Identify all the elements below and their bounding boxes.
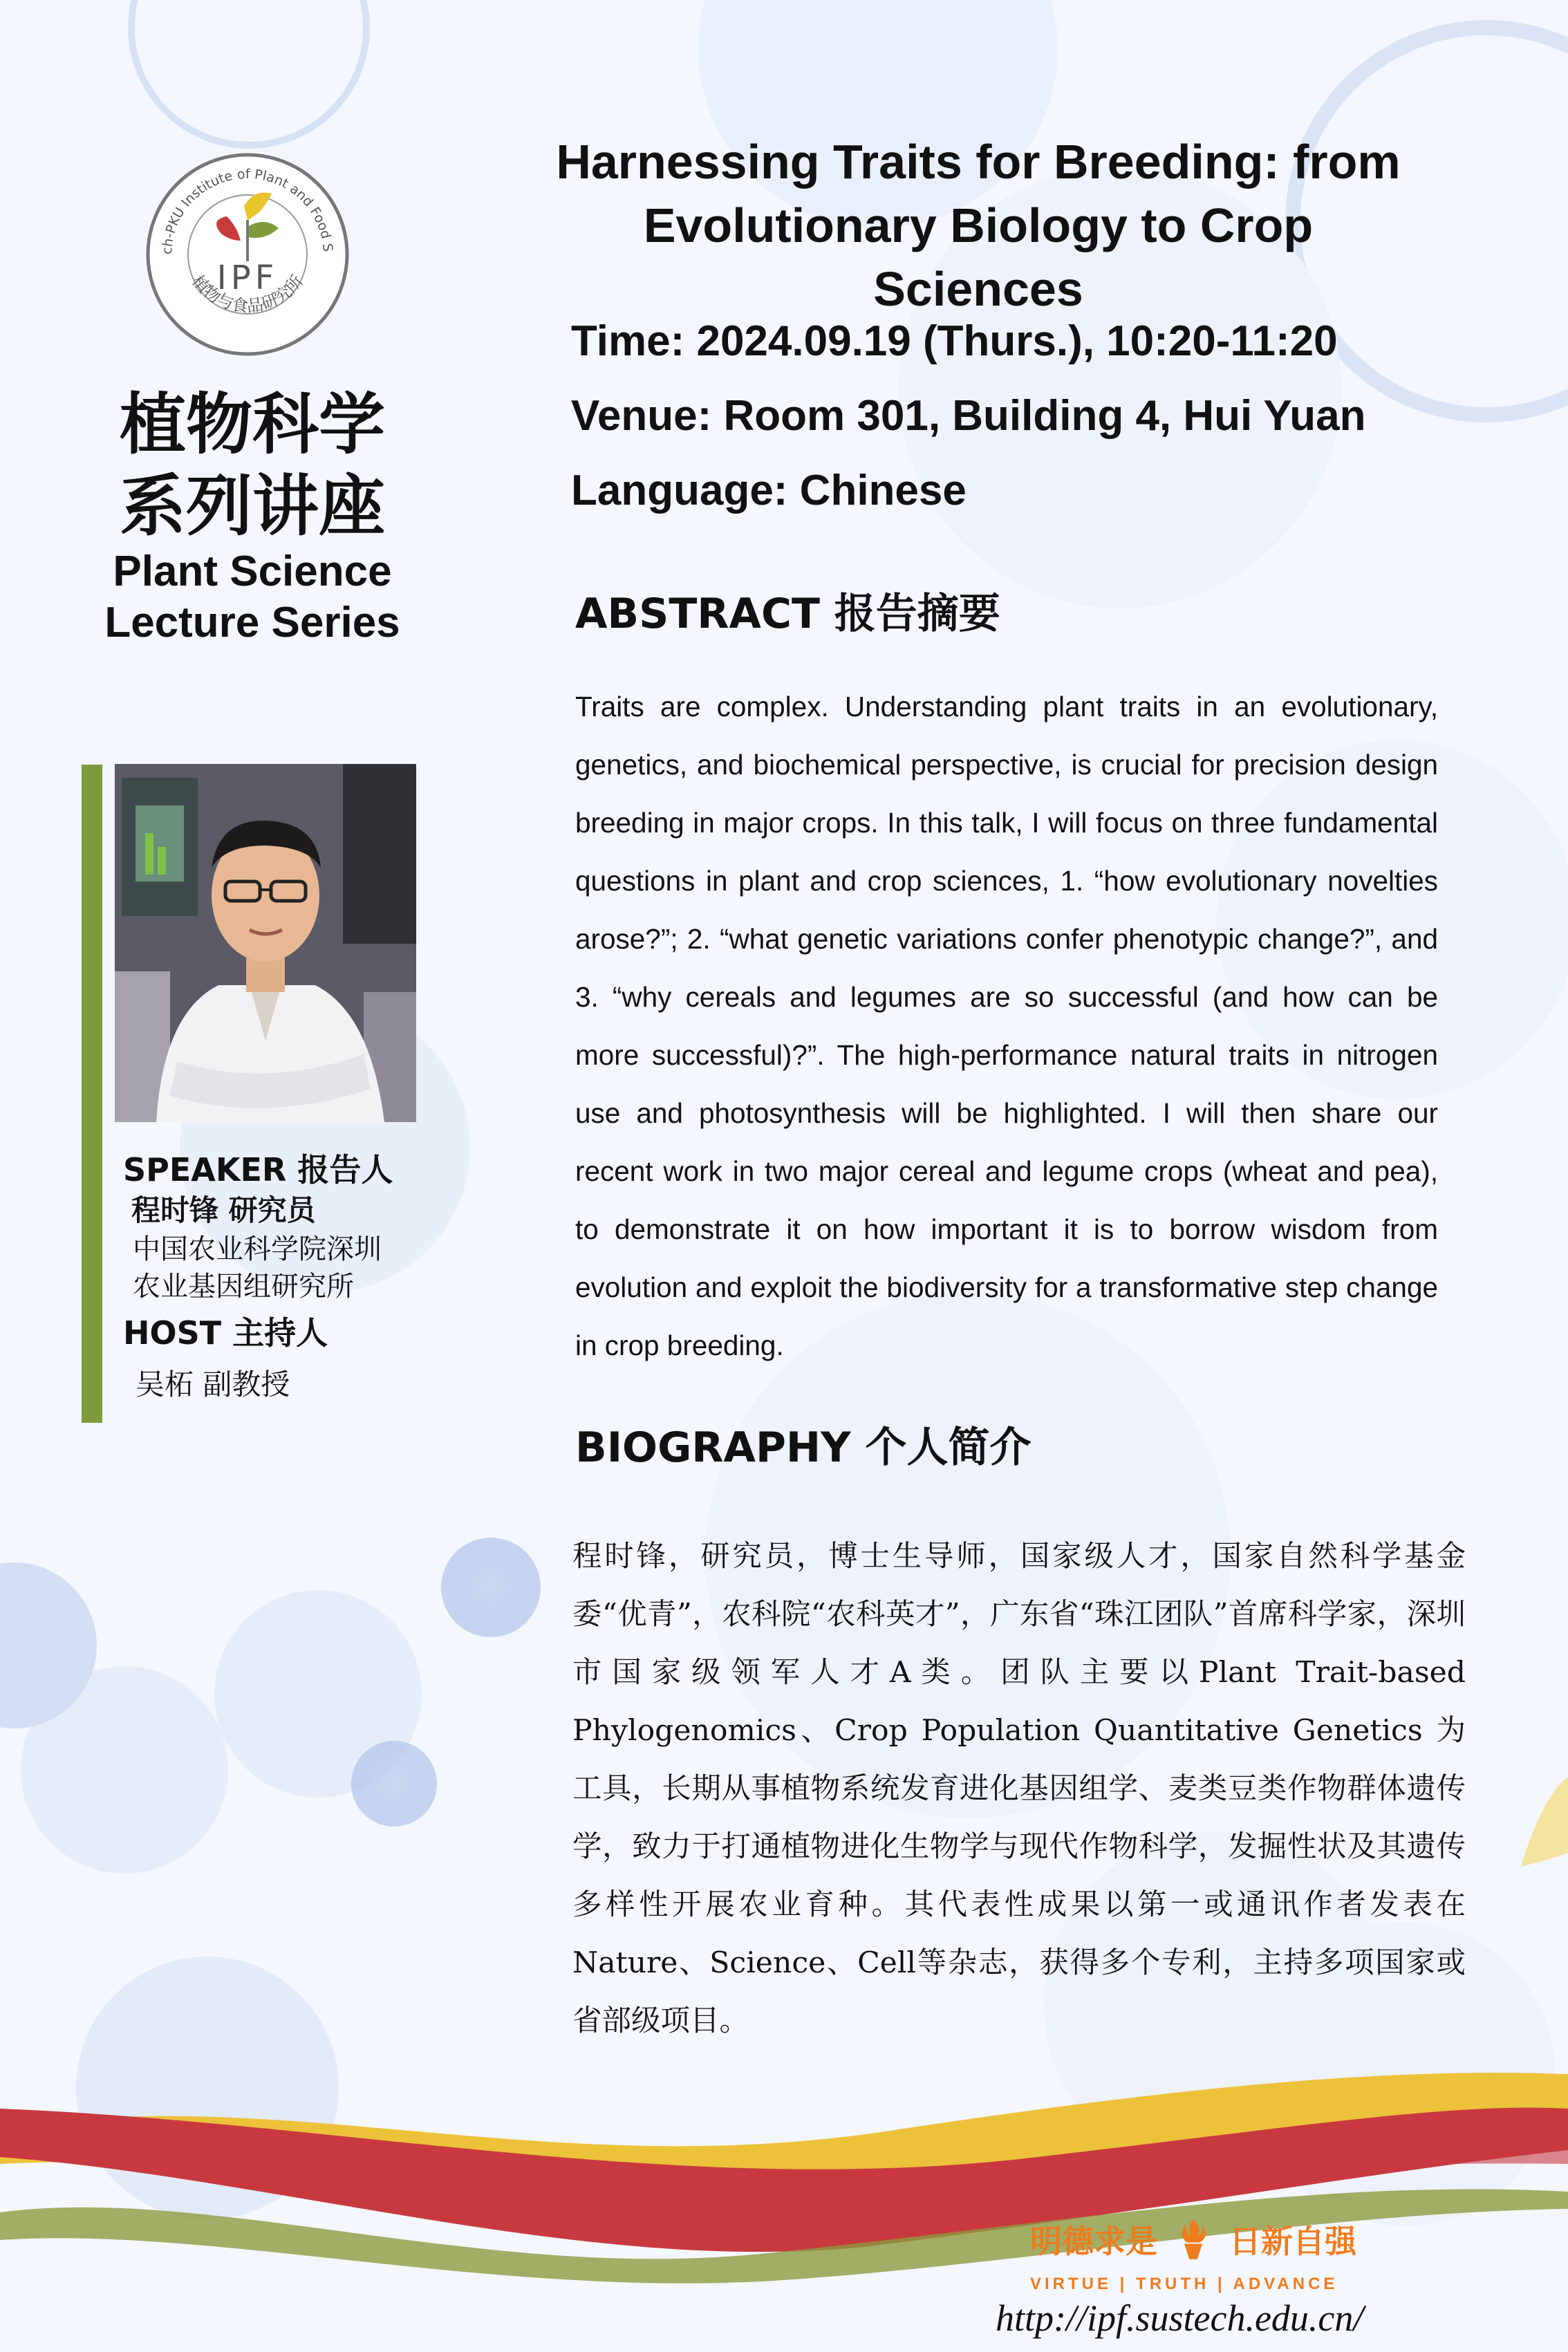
abstract-heading: ABSTRACT 报告摘要 (575, 590, 1000, 638)
lecture-title-line1: Harnessing Traits for Breeding: from (556, 135, 1401, 189)
lecture-title (532, 130, 1424, 321)
host-name: 吴柘 副教授 (136, 1368, 290, 1401)
speaker-name: 程时锋 研究员 (131, 1193, 316, 1227)
abstract-text: Traits are complex. Understanding plant traits in an evolutionary, genetics, and biochemical perspective, is crucial for precision design breeding in major crops. In this talk, I will focus on three fundamental questions in plant and crop sciences, 1. “how evolutionary novelties arose?”; 2. “what genetic variations confer phenotypic change?”, and 3. “why cereals and legumes are so successful (and how can be more successful)?”. The high-performance natural traits in nitrogen use and photosynthesis will be highlighted. I will then share our recent work in two major cereal and legume crops (wheat and pea), to demonstrate it on how important it is to borrow wisdom from evolution and exploit the biodiversity for a transformative step change in crop breeding. (575, 691, 1438, 1361)
speaker-photo (115, 764, 416, 1122)
speaker-portrait-image (115, 764, 416, 1122)
ipf-logo (144, 151, 351, 358)
speaker-info (123, 1149, 448, 1405)
host-heading: HOST 主持人 (123, 1314, 328, 1352)
series-en-line1: Plant Science (113, 548, 392, 595)
accent-bar (82, 765, 102, 1423)
motto-cn (1030, 2216, 1376, 2262)
ipf-logo-icon (144, 151, 351, 358)
biography-heading: BIOGRAPHY 个人简介 (575, 1424, 1032, 1472)
lecture-title-line2: Evolutionary Biology to Crop Sciences (643, 198, 1314, 316)
event-venue: Venue: Room 301, Building 4, Hui Yuan (571, 392, 1366, 440)
series-cn-line1: 植物科学 (120, 386, 385, 463)
speaker-heading: SPEAKER 报告人 (123, 1151, 393, 1188)
series-title-cn (69, 384, 436, 547)
series-cn-line2: 系列讲座 (120, 467, 385, 545)
series-title-en (69, 546, 436, 648)
university-motto (1030, 2216, 1376, 2293)
website-url[interactable]: http://ipf.sustech.edu.cn/ (996, 2297, 1364, 2339)
svg-text:植物与食品研究所: 植物与食品研究所 (187, 271, 308, 317)
series-en-line2: Lecture Series (104, 599, 400, 646)
motto-cn-right: 日新自强 (1229, 2223, 1357, 2260)
speaker-affiliation-line1: 中国农业科学院深圳 (133, 1233, 382, 1265)
svg-text:IPF: IPF (216, 259, 279, 297)
biography-text: 程时锋，研究员，博士生导师，国家级人才，国家自然科学基金委“优青”，农科院“农科英才”，广东省“珠江团队”首席科学家，深圳市国家级领军人才A类。团队主要以Plant Trait-based Phylogenomics、Crop Population Quantitative Genetics 为工具，长期从事植物系统发育进化基因组学、麦类豆类作物群体遗传学，致力于打通植物进化生物学与现代作物科学，发掘性状及其遗传多样性开展农业育种。其代表性成果以第一或通讯作者发表在Nature、Science、Cell等杂志，获得多个专利，主持多项国家或省部级项目。 (572, 1540, 1466, 2038)
event-info (571, 304, 1470, 528)
speaker-affiliation-line2: 农业基因组研究所 (133, 1271, 354, 1303)
event-language: Language: Chinese (571, 467, 967, 514)
motto-cn-left: 明德求是 (1030, 2223, 1157, 2260)
svg-text:SUSTech-PKU Institute of Plant: ch-PKU Institute of Plant and Food S (159, 166, 336, 255)
motto-en: VIRTUE | TRUTH | ADVANCE (1030, 2275, 1338, 2293)
torch-icon (1174, 2216, 1213, 2262)
event-time: Time: 2024.09.19 (Thurs.), 10:20-11:20 (571, 317, 1338, 365)
